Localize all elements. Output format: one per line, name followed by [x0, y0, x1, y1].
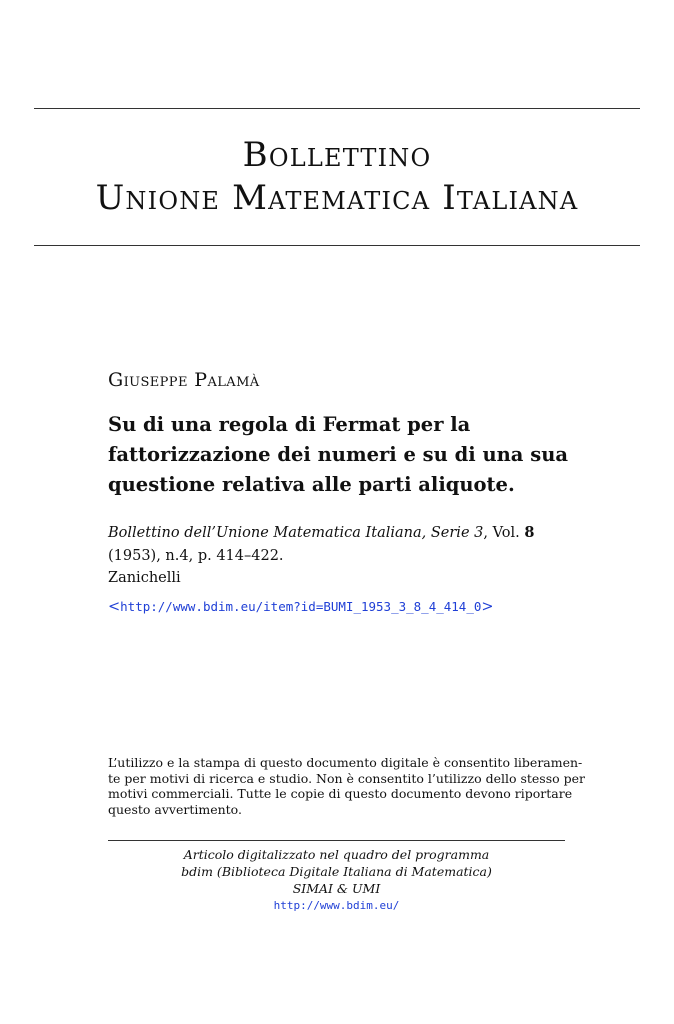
article-link[interactable] — [108, 596, 494, 618]
article-title-line-1: Su di una regola di Fermat per la — [108, 413, 471, 436]
footer — [108, 846, 565, 914]
notice-line-4: questo avvertimento. — [108, 801, 242, 817]
citation-journal-name: Bollettino dell’Unione Matematica Italiana, Serie 3 — [108, 525, 484, 541]
journal-title — [34, 134, 640, 220]
notice-line-3: motivi commerciali. Tutte le copie di questo documento devono riportare — [108, 786, 573, 802]
publisher: Zanichelli — [108, 570, 181, 586]
footer-url-link[interactable]: http://www.bdim.eu/ — [273, 899, 400, 912]
citation-volume: 8 — [524, 524, 535, 541]
url-close-bracket: > — [481, 599, 494, 615]
article-title-line-2: fattorizzazione dei numeri e su di una sua — [108, 443, 569, 466]
footer-line-3: SIMAI & UMI — [292, 881, 381, 896]
footer-line-1: Articolo digitalizzato nel quadro del programma — [183, 847, 490, 862]
usage-notice — [108, 755, 586, 817]
url-open-bracket: < — [108, 599, 121, 615]
journal-title-line-2: Unione Matematica Italiana — [95, 178, 579, 218]
article-author: Giuseppe Palamà — [108, 369, 260, 391]
citation-line-1 — [108, 521, 534, 545]
article-title-line-3: questione relativa alle parti aliquote. — [108, 473, 515, 496]
journal-title-line-1: Bollettino — [242, 135, 432, 175]
notice-line-1: L’utilizzo e la stampa di questo documento digitale è consentito liberamen- — [108, 755, 583, 770]
footer-line-2: bdim (Biblioteca Digitale Italiana di Matematica) — [181, 864, 492, 879]
footer-rule — [108, 840, 565, 841]
article-title — [108, 410, 578, 500]
citation-line-2: (1953), n.4, p. 414–422. — [108, 548, 284, 564]
citation — [108, 521, 534, 568]
article-url[interactable]: http://www.bdim.eu/item?id=BUMI_1953_3_8_4_414_0 — [120, 599, 482, 614]
header-rule — [34, 245, 640, 246]
top-rule — [34, 108, 640, 109]
notice-line-2: te per motivi di ricerca e studio. Non è consentito l’utilizzo dello stesso per — [108, 770, 586, 786]
citation-volume-label: , Vol. — [483, 525, 525, 541]
